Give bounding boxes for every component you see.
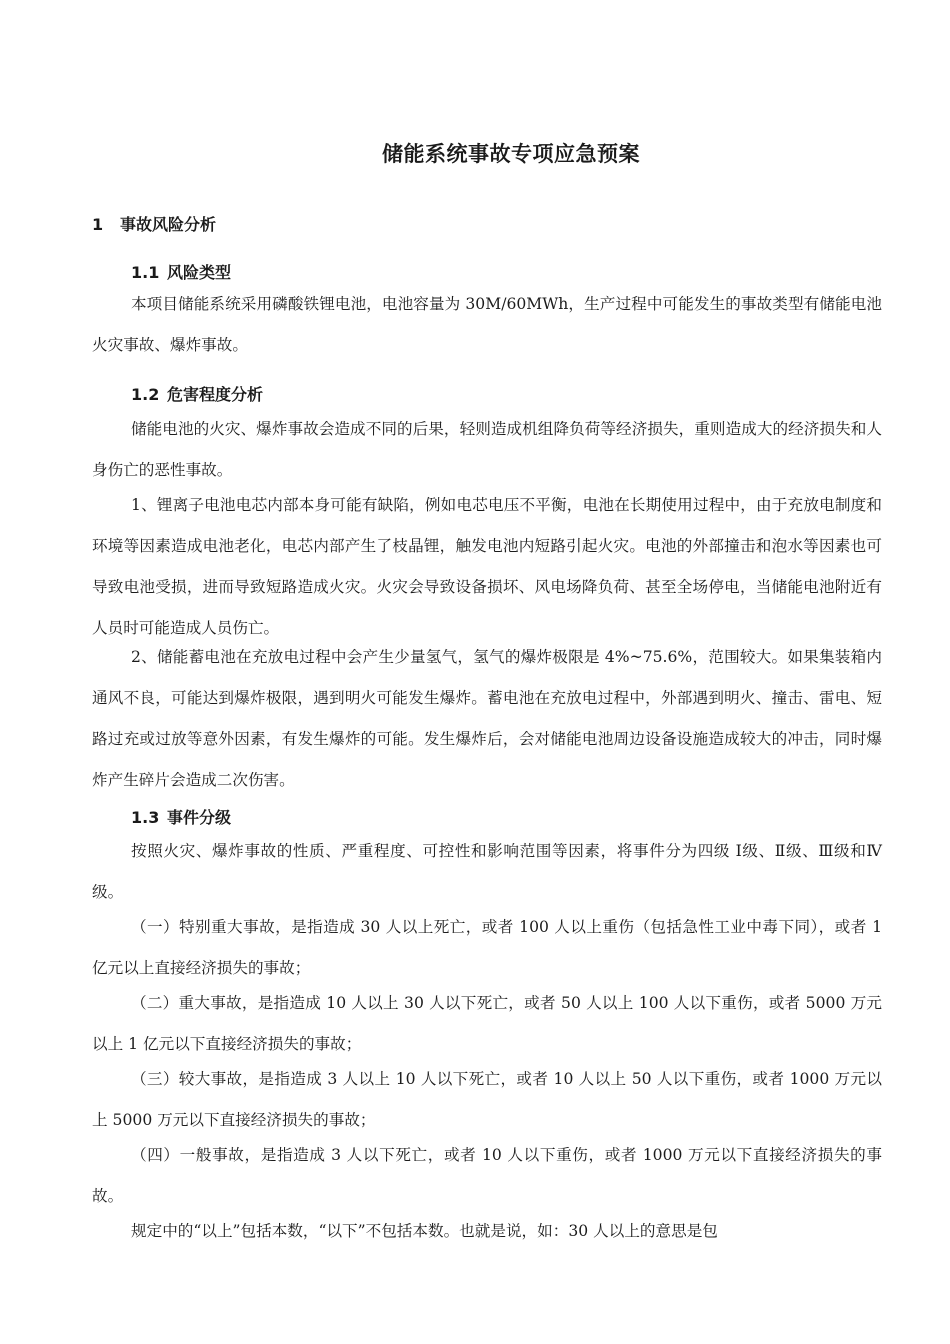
section-1-heading: [92, 212, 216, 235]
section-1-title: 事故风险分析: [120, 215, 217, 234]
section-1-1-heading: [131, 260, 231, 283]
section-1-1-number: 1.1: [131, 263, 160, 282]
document-title: 储能系统事故专项应急预案: [382, 142, 640, 166]
section-1-2-heading: [131, 382, 263, 405]
section-1-3-heading: [131, 805, 231, 828]
paragraph-definition-note: 规定中的“以上”包括本数，“以下”不包括本数。也就是说，如：30 人以上的意思是包: [131, 1222, 718, 1240]
section-1-2-title: 危害程度分析: [167, 385, 264, 404]
paragraph-grading-intro: 按照火灾、爆炸事故的性质、严重程度、可控性和影响范围等因素，将事件分为四级 Ⅰ级、Ⅱ级、Ⅲ级和Ⅳ级。: [92, 842, 882, 901]
paragraph-hazard-fire: 1、锂离子电池电芯内部本身可能有缺陷，例如电芯电压不平衡，电池在长期使用过程中，由于充放电制度和环境等因素造成电池老化，电芯内部产生了枝晶锂，触发电池内短路引起火灾。电池的外部撞击和泡水等因素也可导致电池受损，进而导致短路造成火灾。火灾会导致设备损坏、风电场降负荷、甚至全场停电，当储能电池附近有人员时可能造成人员伤亡。: [92, 496, 882, 637]
paragraph-grade-1: （一）特别重大事故，是指造成 30 人以上死亡，或者 100 人以上重伤（包括急性工业中毒下同），或者 1 亿元以上直接经济损失的事故；: [92, 918, 882, 977]
section-1-3-number: 1.3: [131, 808, 160, 827]
section-1-2-number: 1.2: [131, 385, 160, 404]
section-1-3-title: 事件分级: [167, 808, 232, 827]
section-1-number: 1: [92, 215, 104, 234]
section-1-1-title: 风险类型: [167, 263, 232, 282]
paragraph-grade-2: （二）重大事故，是指造成 10 人以上 30 人以下死亡，或者 50 人以上 100 人以下重伤，或者 5000 万元以上 1 亿元以下直接经济损失的事故；: [92, 994, 882, 1053]
paragraph-grade-4: （四）一般事故，是指造成 3 人以下死亡，或者 10 人以下重伤，或者 1000 万元以下直接经济损失的事故。: [92, 1146, 882, 1205]
paragraph-risk-type: 本项目储能系统采用磷酸铁锂电池，电池容量为 30M/60MWh，生产过程中可能发生的事故类型有储能电池火灾事故、爆炸事故。: [92, 295, 882, 354]
paragraph-grade-3: （三）较大事故，是指造成 3 人以上 10 人以下死亡，或者 10 人以上 50 人以下重伤，或者 1000 万元以上 5000 万元以下直接经济损失的事故；: [92, 1070, 882, 1129]
paragraph-hazard-explosion: 2、储能蓄电池在充放电过程中会产生少量氢气，氢气的爆炸极限是 4%~75.6%，范围较大。如果集装箱内通风不良，可能达到爆炸极限，遇到明火可能发生爆炸。蓄电池在充放电过程中，外部遇到明火、撞击、雷电、短路过充或过放等意外因素，有发生爆炸的可能。发生爆炸后，会对储能电池周边设备设施造成较大的冲击，同时爆炸产生碎片会造成二次伤害。: [92, 648, 882, 789]
paragraph-hazard-intro: 储能电池的火灾、爆炸事故会造成不同的后果，轻则造成机组降负荷等经济损失，重则造成大的经济损失和人身伤亡的恶性事故。: [92, 420, 882, 479]
